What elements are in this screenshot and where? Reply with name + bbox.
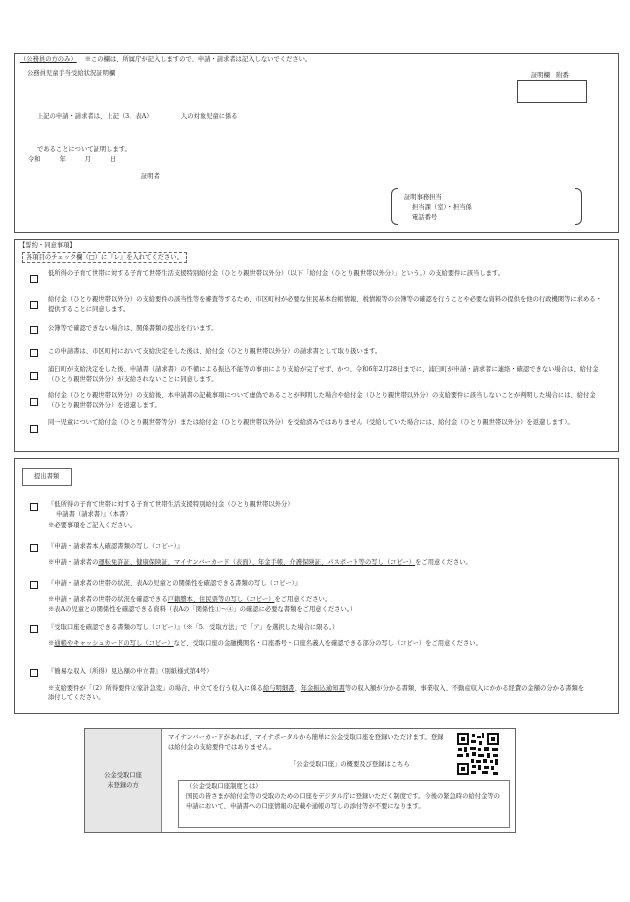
pledge-checkbox-7[interactable] bbox=[30, 425, 38, 433]
koukin-side-label bbox=[85, 771, 161, 791]
pledge-item-5: 浦臼町が支給決定をした後、申請書（請求書）の不備による振込不能等の事由により支給が完了せず、かつ、令和6年2月28日までに、浦臼町が申請・請求者に連絡・確認できない場合は、給付金（ひとり親世帯以外分）が支給されないことに同意します。 bbox=[48, 366, 599, 383]
doc-4-title: 『受取口座を確認できる書類の写し（コピー）』（※「5．受取方法」で「ア」を選択した場合に限る。） bbox=[48, 624, 339, 631]
koukin-side-label-line1: 公金受取口座 bbox=[104, 772, 142, 779]
doc-1-note: ※必要事項をご記入ください。 bbox=[48, 522, 137, 529]
cert-sentence2: であることについて証明します。 bbox=[37, 146, 131, 153]
doc-3-note-1-post: をご用意ください。 bbox=[274, 596, 332, 603]
koukin-side-label-line2: 未登録の方 bbox=[107, 782, 139, 790]
contact-phone: 電話番号 bbox=[412, 214, 438, 221]
doc-2-note-pre: ※申請・請求者の bbox=[48, 559, 99, 566]
koukin-inner-body: 国民の皆さまが給付金等の受取のための口座をデジタル庁に登録いただく制度です。今後の緊急時の給付金等の申請において、申請書への口座情報の記載や通帳の写しの添付等が不要になります。 bbox=[186, 793, 500, 811]
contact-bracket-right bbox=[575, 188, 582, 225]
pledge-checkbox-2[interactable] bbox=[30, 301, 38, 309]
cert-number-label: 証明欄 附番 bbox=[531, 72, 569, 79]
doc-5-note-underlined-2: 年金振込通知書 bbox=[300, 685, 345, 692]
doc-1-title bbox=[48, 500, 590, 520]
doc-3-note-1-pre: ※申請・請求者の世帯の状況を確認できる bbox=[48, 596, 168, 603]
doc-checkbox-2[interactable] bbox=[30, 544, 38, 552]
pledge-checkbox-6[interactable] bbox=[30, 398, 38, 406]
official-header bbox=[20, 55, 610, 64]
pledge-item-4: この申請書は、市区町村において支給決定をした後は、給付金（ひとり親世帯以外分）の請求書として取り扱います。 bbox=[48, 348, 382, 355]
doc-5-note-mid: 、 bbox=[294, 685, 301, 692]
doc-checkbox-5[interactable] bbox=[30, 669, 38, 677]
doc-2-title: 『申請・請求者本人確認書類の写し（コピー）』 bbox=[48, 543, 184, 550]
contact-title: 証明事務担当 bbox=[404, 194, 442, 201]
pledge-title: 【誓約・同意事項】 bbox=[19, 242, 76, 249]
doc-3-title: 『申請・請求者の世帯の状況、表Aの児童との関係性を確認できる書類の写し（コピー）』 bbox=[48, 580, 302, 587]
pledge-item-2: 給付金（ひとり親世帯以外分）の支給要件の該当性等を審査等するため、市区町村が必要な住民基本台帳情報、税情報等の公簿等の確認を行うことや必要な資料の提供を他の行政機関等に求める・提供することに同意します。 bbox=[48, 296, 602, 313]
doc-5-note-underlined-1: 給与明細書 bbox=[262, 685, 295, 692]
doc-2-note-underlined: 運転免許証、健康保険証、マイナンバーカード（表面）、年金手帳、介護保険証、パスポート等の写し（コピー） bbox=[98, 559, 416, 566]
doc-4-note-post: など、受取口座の金融機関名・口座番号・口座名義人を確認できる部分の写し（コピー）をご用意ください。 bbox=[173, 640, 482, 647]
cert-date: 令和 年 月 日 bbox=[28, 156, 117, 163]
doc-2-note bbox=[48, 558, 590, 567]
official-title: 公務員児童手当受給状況証明欄 bbox=[27, 70, 116, 77]
doc-checkbox-4[interactable] bbox=[30, 625, 38, 633]
doc-5-note-pre: ※支給要件が「（2）所得要件②家計急変」の場合、申立てを行う収入に係る bbox=[48, 685, 263, 692]
doc-3-note-2: ※表Aの児童との関係性を確認できる資料（表Aの「関係性①～④」の確認に必要な書類をご用意ください。） bbox=[48, 606, 357, 613]
cert-number-field[interactable] bbox=[517, 80, 587, 103]
doc-3-note-1-underlined: 戸籍謄本、住民票等の写し（コピー） bbox=[167, 596, 275, 603]
koukin-link-text[interactable]: 「公金受取口座」の概要及び登録はこちら bbox=[290, 761, 410, 768]
pledge-checkbox-5[interactable] bbox=[30, 372, 38, 380]
contact-bracket-left bbox=[391, 188, 398, 225]
pledge-item-6: 給付金（ひとり親世帯以外分）の支給後、本申請書の記載事項について虚偽であることが判明した場合や給付金（ひとり親世帯以外分）の支給要件に該当しないことが判明した場合には、給付金（ひとり親世帯以外分）を返還します。 bbox=[48, 392, 596, 409]
doc-4-note bbox=[48, 639, 590, 648]
official-header-tag: （公務員の方のみ） bbox=[20, 56, 77, 63]
doc-checkbox-3[interactable] bbox=[30, 581, 38, 589]
doc-1-title-line2: 申請書（請求書）』（本書） bbox=[56, 511, 132, 519]
koukin-inner-title: （公金受取口座制度とは） bbox=[186, 783, 262, 790]
contact-dept: 担当課（室）・担当係 bbox=[412, 204, 472, 211]
koukin-text: マイナンバーカードがあれば、マイナポータルから簡単に公金受取口座を登録いただけます。登録は給付金の支給要件ではありません。 bbox=[168, 734, 444, 752]
pledge-item-1: 低所得の子育て世帯に対する子育て世帯生活支援特別給付金（ひとり親世帯以外分）（以下「給付金（ひとり親世帯以外分）」という。）の支給要件に該当します。 bbox=[48, 270, 505, 277]
doc-5-title: 『簡易な収入（所得）見込額の申立書』（別紙様式第4号） bbox=[48, 668, 213, 675]
doc-checkbox-1[interactable] bbox=[30, 503, 38, 511]
doc-1-title-line1: 『低所得の子育て世帯に対する子育て世帯生活支援特別給付金（ひとり親世帯以外分） bbox=[48, 501, 294, 508]
doc-4-note-underlined: 通帳やキャッシュカードの写し（コピー） bbox=[54, 640, 174, 647]
certifier-label: 証明者 bbox=[141, 173, 160, 180]
pledge-item-3: 公簿等で確認できない場合は、関係書類の提出を行います。 bbox=[48, 325, 218, 332]
doc-4-note-pre: ※ bbox=[48, 640, 55, 647]
doc-2-note-post: をご用意ください。 bbox=[415, 559, 472, 566]
documents-title: 提出書類 bbox=[34, 473, 60, 480]
pledge-checkbox-1[interactable] bbox=[30, 275, 38, 283]
official-header-note: ※この欄は、所属庁が記入しますので、申請・請求者は記入しないでください。 bbox=[84, 56, 312, 63]
doc-3-note-1 bbox=[48, 595, 590, 604]
pledge-checkbox-3[interactable] bbox=[30, 326, 38, 334]
doc-5-note-post: 等の収入額が分かる書類、事業収入、不動産収入にかかる経費の金額の分かる書類を添付してください。 bbox=[48, 685, 585, 702]
pledge-item-7: 同一児童について給付金（ひとり親世帯等分）または給付金（ひとり親世帯以外分）を受給済みではありません（受給していた場合には、給付金（ひとり親世帯以外分）を返還します）。 bbox=[48, 419, 574, 426]
pledge-checkbox-4[interactable] bbox=[30, 349, 38, 357]
cert-sentence: 上記の申請・請求者は、上記（3．表A） 人の対象児童に係る bbox=[37, 113, 238, 120]
doc-5-note bbox=[48, 684, 590, 703]
pledge-instruction: 各項目のチェック欄（□）に『レ』を入れてください。 bbox=[22, 252, 187, 263]
qr-code-icon[interactable] bbox=[456, 732, 500, 776]
